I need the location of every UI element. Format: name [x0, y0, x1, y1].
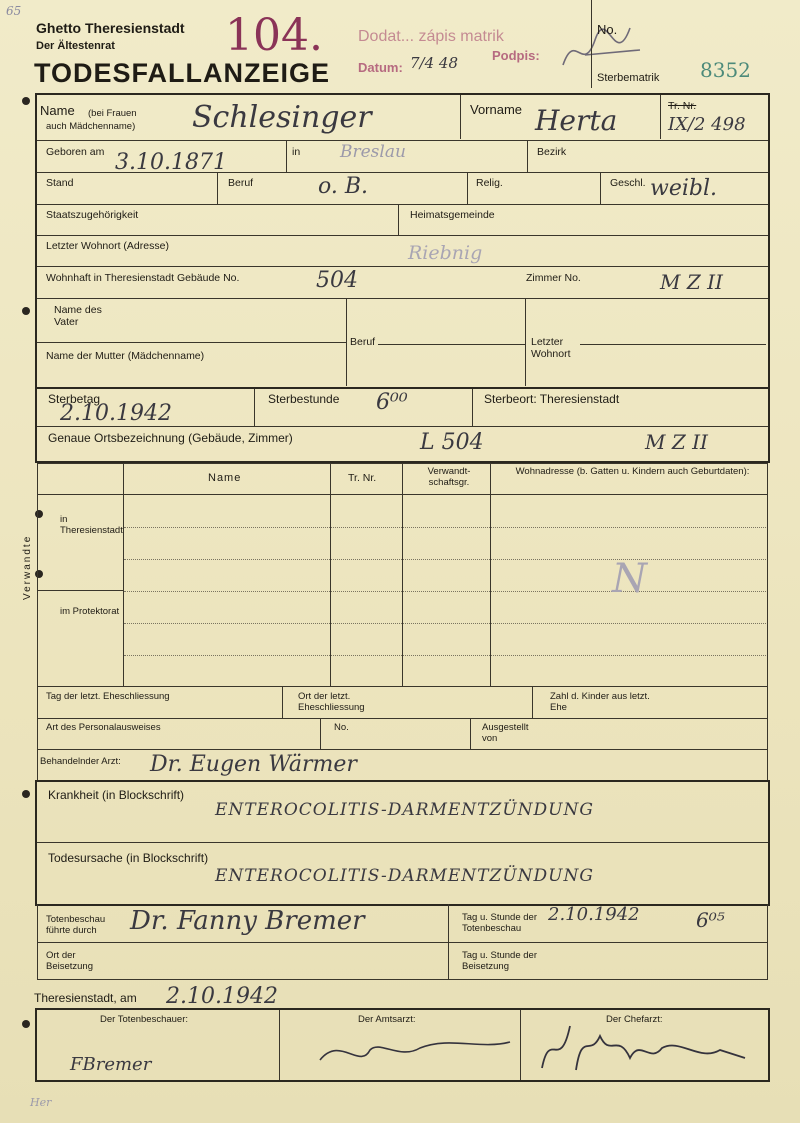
relig-label: Relig.	[476, 177, 503, 189]
sterbestunde-value: 6⁰⁰	[376, 390, 408, 415]
todesursache-label: Todesursache (in Blockschrift)	[48, 851, 209, 865]
ausweis-ausgestellt-label: Ausgestellt von	[482, 722, 529, 744]
chefarzt-signature	[530, 1018, 760, 1078]
rel-trnr-header: Tr. Nr.	[348, 472, 377, 484]
punch-hole	[22, 307, 30, 315]
sterbematrik-label: Sterbematrik	[597, 72, 660, 84]
arzt-label: Behandelnder Arzt:	[40, 756, 121, 767]
heimat-label: Heimatsgemeinde	[410, 209, 495, 221]
staat-label: Staatszugehörigkeit	[46, 209, 139, 221]
krankheit-label: Krankheit (in Blockschrift)	[48, 788, 185, 802]
krankheit-value: ENTEROCOLITIS-DARMENTZÜNDUNG	[215, 800, 594, 820]
rel-side-label: Verwandte	[22, 534, 33, 600]
beruf-value: o. B.	[318, 174, 369, 199]
chefarzt-label: Der Chefarzt:	[606, 1014, 663, 1025]
rel-wohn-header: Wohnadresse (b. Gatten u. Kindern auch Geburtdaten):	[515, 466, 750, 477]
ortsbezeichnung-room: M Z II	[645, 430, 708, 454]
sterbeort-label: Sterbeort: Theresienstadt	[484, 392, 620, 406]
ausweis-no-label: No.	[334, 722, 349, 733]
sterbetag-value: 2.10.1942	[60, 401, 172, 426]
todesursache-value: ENTEROCOLITIS-DARMENTZÜNDUNG	[215, 866, 594, 886]
registration-number: 104.	[225, 10, 323, 61]
geboren-value: 3.10.1871	[115, 150, 227, 175]
totenbeschauer-signature: FBremer	[70, 1054, 152, 1075]
ortsbezeichnung-value: L 504	[420, 430, 484, 455]
in-label: in	[292, 146, 301, 158]
in-value: Breslau	[340, 142, 406, 162]
stamp-text: Dodat... zápis matrik	[358, 28, 504, 45]
no-label: No.	[597, 22, 618, 37]
beschau-stunde-value: 6⁰⁵	[696, 908, 725, 932]
sterbestunde-label: Sterbestunde	[268, 392, 340, 406]
name-label-note: (bei Frauen	[88, 108, 137, 119]
punch-hole	[22, 97, 30, 105]
trnr-value: IX/2 498	[668, 114, 746, 135]
totenbeschauer-label: Der Totenbeschauer:	[100, 1014, 189, 1025]
vorname-value: Herta	[535, 104, 618, 137]
vater-label: Name des Vater	[54, 304, 102, 328]
gebaeude-label: Wohnhaft in Theresienstadt Gebäude No.	[46, 272, 240, 284]
arzt-value: Dr. Eugen Wärmer	[150, 752, 357, 777]
stand-label: Stand	[46, 177, 74, 189]
beruf-label: Beruf	[228, 177, 254, 189]
wohnort-value: Riebnig	[408, 242, 483, 264]
totenbeschau-label: Totenbeschau führte durch	[46, 914, 106, 936]
totenbeschau-value: Dr. Fanny Bremer	[130, 906, 365, 936]
rel-verwandt-header: Verwandt-schaftsgr.	[427, 466, 471, 488]
sterbetag-label: Sterbetag	[48, 392, 101, 406]
corner-mark: 65	[6, 4, 22, 18]
rel-mark: N	[612, 556, 647, 602]
bezirk-label: Bezirk	[537, 146, 567, 158]
mutter-label: Name der Mutter (Mädchenname)	[46, 350, 205, 362]
amtsarzt-label: Der Amtsarzt:	[358, 1014, 416, 1025]
stamp-datum-value: 7/4 48	[410, 54, 458, 72]
beisetzung-tag-label: Tag u. Stunde der Beisetzung	[462, 950, 537, 972]
eltern-beruf-label: Beruf	[350, 336, 376, 348]
name-label: Name	[40, 103, 75, 118]
sterbematrik-value: 8352	[700, 58, 751, 82]
rel-in-label: in Theresienstadt	[60, 514, 123, 536]
beschau-tag-label: Tag u. Stunde der Totenbeschau	[462, 912, 537, 934]
amtsarzt-signature	[310, 1030, 520, 1075]
wohnort-label: Letzter Wohnort (Adresse)	[46, 240, 169, 252]
geboren-label: Geboren am	[46, 146, 105, 158]
stamp-podpis: Podpis:	[492, 48, 540, 63]
geschl-label: Geschl.	[610, 177, 646, 189]
ausweis-art-label: Art des Personalausweises	[46, 722, 161, 733]
punch-hole	[22, 790, 30, 798]
punch-hole	[22, 1020, 30, 1028]
name-label-note2: auch Mädchenname)	[46, 121, 136, 132]
ehe-tag-label: Tag der letzt. Eheschliessung	[46, 691, 170, 702]
beisetzung-ort-label: Ort der Beisetzung	[46, 950, 94, 972]
place-date: 2.10.1942	[166, 984, 278, 1009]
trnr-label: Tr. Nr.	[668, 100, 697, 112]
zimmer-value: M Z II	[660, 270, 723, 294]
rel-name-header: Name	[208, 472, 242, 484]
org-name: Ghetto Theresienstadt	[36, 20, 185, 36]
place-label: Theresienstadt, am	[34, 991, 137, 1005]
vorname-label: Vorname	[470, 102, 523, 117]
bottom-mark: Her	[30, 1096, 52, 1109]
org-subname: Der Ältestenrat	[36, 40, 115, 52]
rel-im-label: im Protektorat	[60, 606, 120, 617]
ortsbezeichnung-label: Genaue Ortsbezeichnung (Gebäude, Zimmer)	[48, 431, 293, 445]
gebaeude-value: 504	[316, 268, 358, 293]
ehe-ort-label: Ort der letzt. Eheschliessung	[298, 691, 365, 713]
stamp-datum-label: Datum:	[358, 60, 403, 75]
surname-value: Schlesinger	[192, 100, 372, 135]
zimmer-label: Zimmer No.	[526, 272, 581, 284]
eltern-wohnort-label: Letzter Wohnort	[531, 336, 571, 360]
page-title: TODESFALLANZEIGE	[34, 58, 331, 88]
kinder-label: Zahl d. Kinder aus letzt. Ehe	[550, 691, 650, 713]
beschau-tag-value: 2.10.1942	[548, 904, 640, 925]
geschl-value: weibl.	[650, 176, 717, 201]
